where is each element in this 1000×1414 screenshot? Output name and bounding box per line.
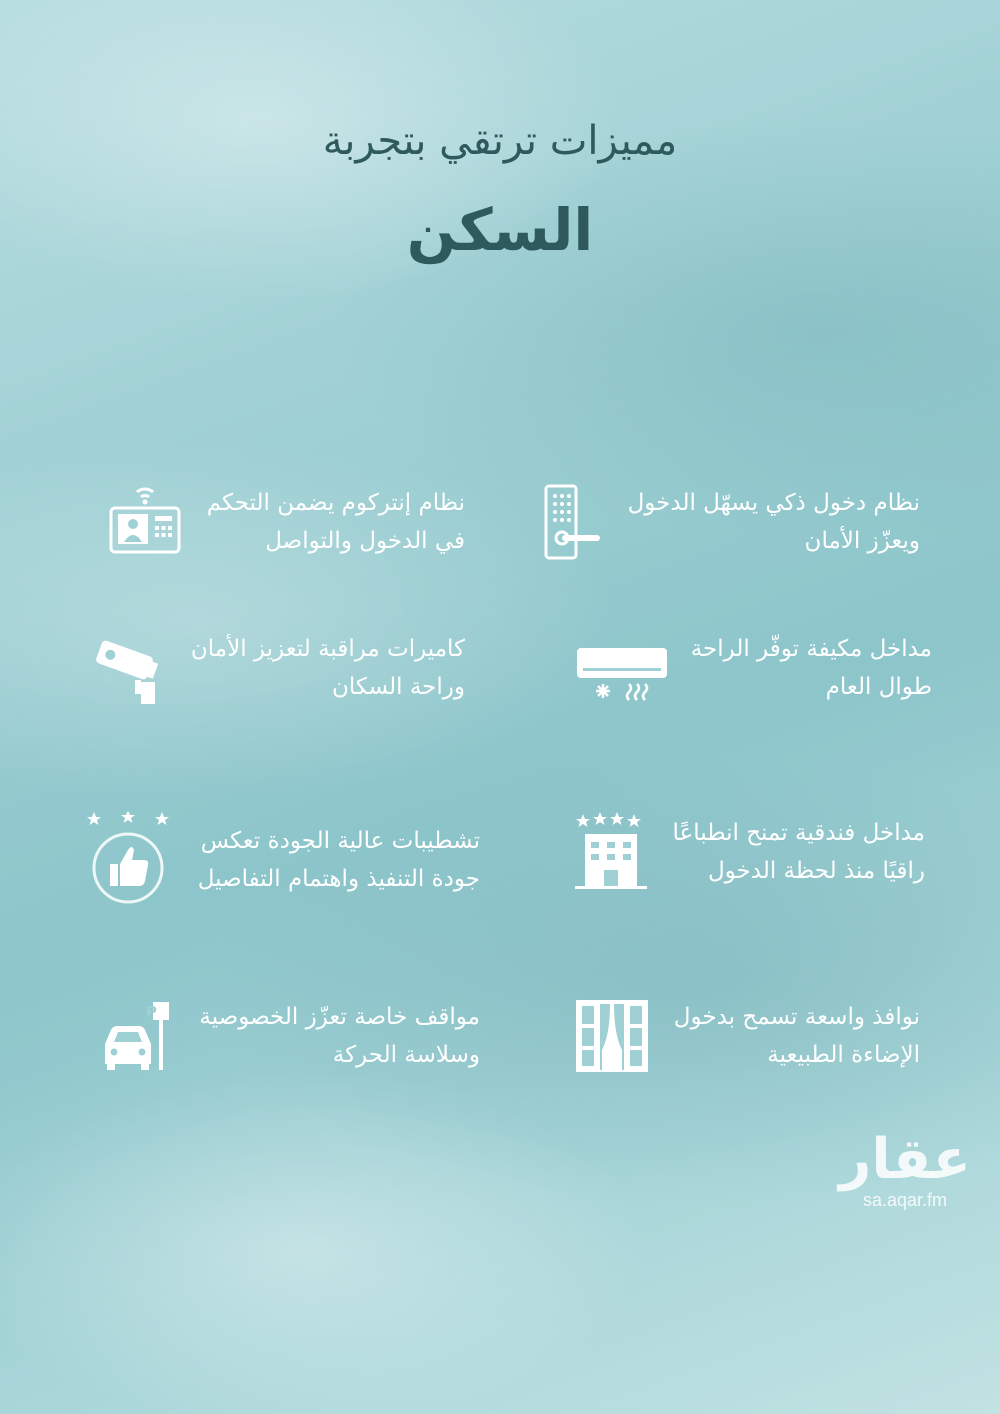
parking-car-icon (97, 996, 177, 1076)
aqar-logo: عقار (839, 1127, 971, 1192)
intercom-line1: نظام إنتركوم يضمن التحكم (206, 490, 465, 516)
hotel-line1: مداخل فندقية تمنح انطباعًا (672, 820, 925, 846)
security-camera-icon (89, 628, 169, 708)
ac-line2: طوال العام (825, 674, 932, 700)
feature-air-conditioning (575, 628, 932, 708)
feature-intercom (105, 482, 465, 562)
smart-lock-icon (526, 482, 606, 562)
thumbs-up-icon (80, 812, 176, 908)
parking-line2: وسلاسة الحركة (332, 1042, 480, 1068)
hotel-building-icon (571, 812, 651, 892)
window-icon (572, 996, 652, 1076)
ac-line1: مداخل مكيفة توفّر الراحة (690, 636, 932, 662)
intercom-icon (105, 482, 185, 562)
cameras-line1: كاميرات مراقبة لتعزيز الأمان (190, 636, 465, 662)
feature-finishes (80, 812, 480, 908)
feature-hotel-entrances (571, 812, 925, 892)
feature-parking (97, 996, 480, 1076)
page-subtitle: السكن (406, 196, 594, 264)
smart-entry-line1: نظام دخول ذكي يسهّل الدخول (627, 490, 920, 516)
feature-windows (572, 996, 920, 1076)
feature-smart-entry (526, 482, 920, 562)
hotel-line2: راقيًا منذ لحظة الدخول (707, 858, 925, 884)
feature-cameras (89, 628, 465, 708)
finishes-line1: تشطيبات عالية الجودة تعكس (200, 828, 480, 854)
parking-line1: مواقف خاصة تعزّز الخصوصية (199, 1004, 480, 1030)
aqar-url: sa.aqar.fm (862, 1190, 948, 1210)
intercom-line2: في الدخول والتواصل (265, 528, 465, 554)
svg-text:P: P (146, 1003, 158, 1021)
windows-line1: نوافذ واسعة تسمح بدخول (673, 1004, 920, 1030)
page-title: مميزات ترتقي بتجربة (322, 118, 678, 164)
smart-entry-line2: ويعزّز الأمان (804, 528, 920, 554)
finishes-line2: جودة التنفيذ واهتمام التفاصيل (197, 866, 480, 892)
cameras-line2: وراحة السكان (332, 674, 465, 700)
air-conditioner-icon (575, 628, 669, 708)
aqar-watermark (820, 1127, 990, 1211)
windows-line2: الإضاءة الطبيعية (767, 1042, 920, 1068)
